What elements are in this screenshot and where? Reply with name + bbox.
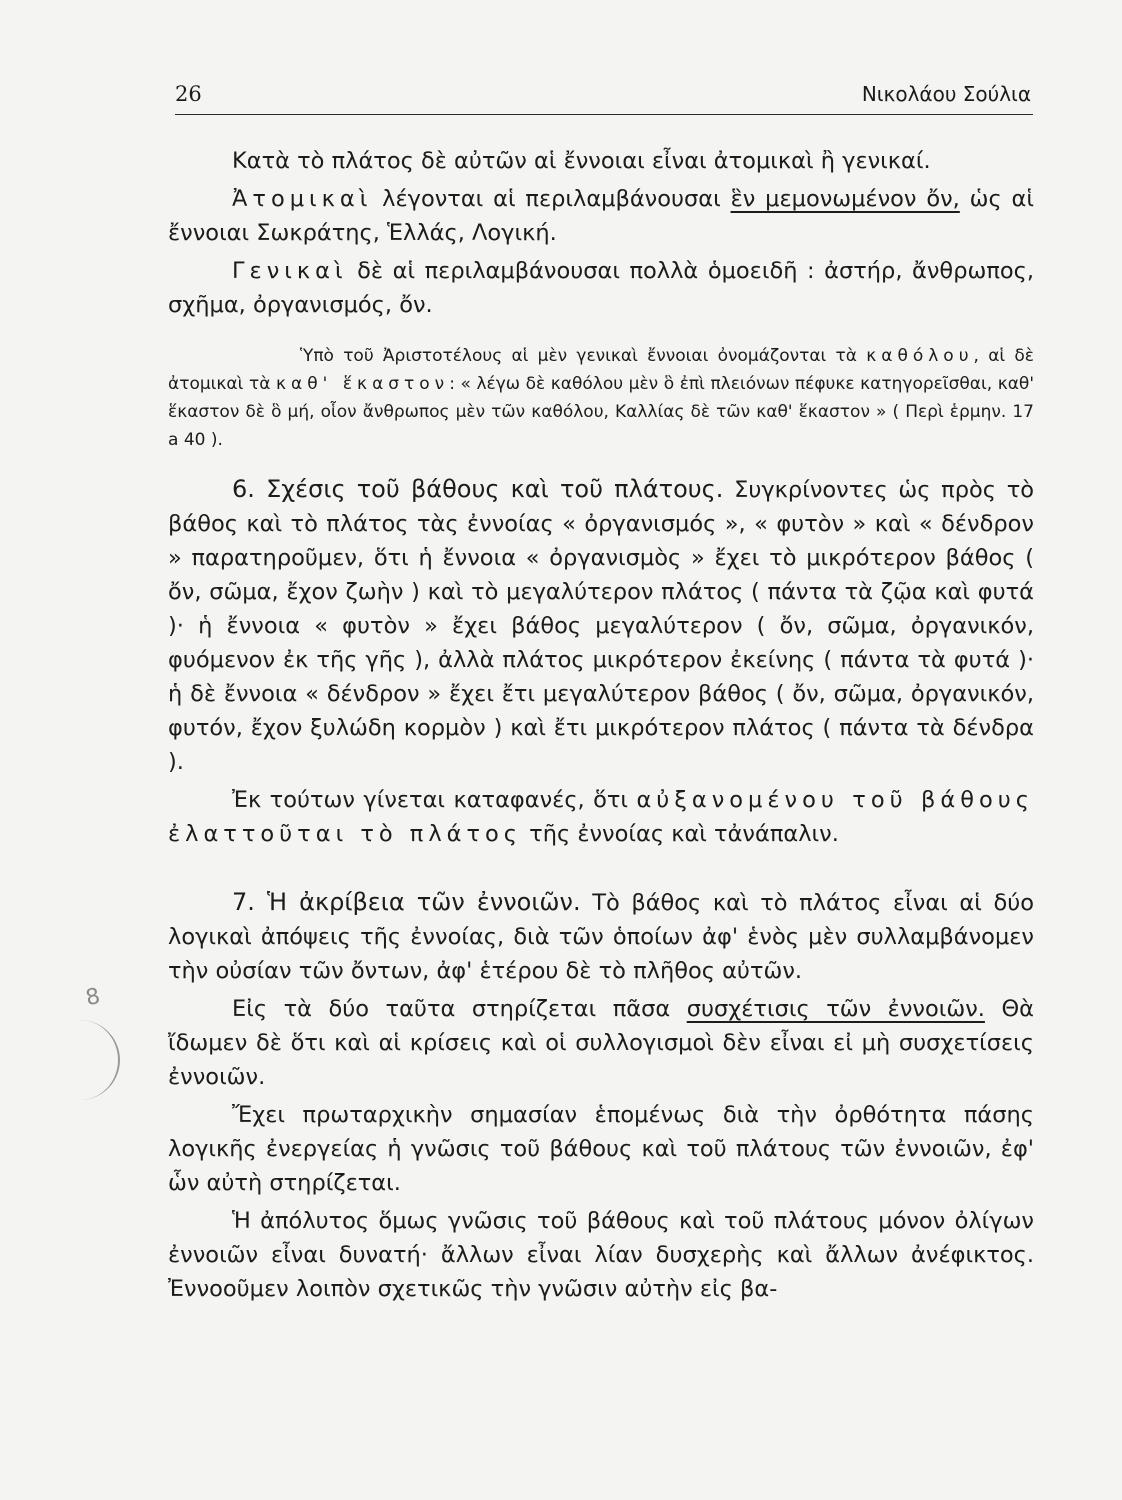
section-7-text: Τὸ βάθος καὶ τὸ πλάτος εἶναι αἱ δύο λογικαὶ ἀπόψεις τῆς ἐννοίας, διὰ τῶν ὁποίων ἀφ' ἑνὸς μὲν συλλαμβάνομεν τὴν οὐσίαν τῶν ὄντων, ἀφ' ἑτέρου δὲ τὸ πλῆθος αὐτῶν. — [168, 890, 1034, 984]
note-term-kath-ekaston: καθ' ἕκαστον — [275, 374, 450, 394]
section-7-paragraph-2 — [168, 992, 1034, 1094]
section-7-text: Θὰ ἴδωμεν δὲ ὅτι καὶ αἱ κρίσεις καὶ οἱ συλλογισμοὶ δὲν εἶναι εἰ μὴ συσχετίσεις ἐννοιῶν. — [168, 996, 1034, 1090]
page-body — [168, 144, 1034, 1306]
section-6-heading: 6. Σχέσις τοῦ βάθους καὶ τοῦ πλάτους. — [232, 475, 724, 503]
atomikai-examples: ὡς αἱ ἔννοιαι Σωκράτης, Ἑλλάς, Λογική. — [168, 186, 1034, 246]
term-atomikai: Ἀτομικαὶ — [232, 186, 373, 212]
note-text: , αἱ δὲ ἀτομικαὶ τὰ — [168, 346, 1034, 394]
genikai-text: δὲ αἱ περιλαμβάνουσαι πολλὰ ὁμοειδῆ : ἀστήρ, ἄνθρωπος, σχῆμα, ὀργανισμός, ὄν. — [168, 258, 1034, 318]
section-7-paragraph-3: Ἔχει πρωταρχικὴν σημασίαν ἑπομένως διὰ τὴν ὀρθότητα πάσης λογικῆς ἐνεργείας ἡ γνῶσις τοῦ βάθους καὶ τοῦ πλάτους τῶν ἐννοιῶν, ἐφ' ὧν αὐτὴ στηρίζεται. — [168, 1102, 1034, 1196]
underlined-phrase: συσχέτισις τῶν ἐννοιῶν. — [686, 996, 985, 1022]
section-6-paragraph — [168, 472, 1034, 779]
margin-handwritten-mark: 8 — [83, 983, 103, 1012]
conclusion-text: τῆς ἐννοίας καὶ τἀνάπαλιν. — [522, 821, 839, 847]
section-6-conclusion — [168, 783, 1034, 851]
running-title: Νικολάου Σούλια — [861, 82, 1031, 106]
section-6-text: Συγκρίνοντες ὡς πρὸς τὸ βάθος καὶ τὸ πλάτος τὰς ἐννοίας « ὀργανισμός », « φυτὸν » καὶ « δένδρον » παρατηροῦμεν, ὅτι ἡ ἔννοια « ὀργανισμὸς » ἔχει τὸ μικρότερον βάθος ( ὄν, σῶμα, ἔχον ζωὴν ) καὶ τὸ μεγαλύτερον πλάτος ( πάντα τὰ ζῷα καὶ φυτά )· ἡ ἔννοια « φυτὸν » ἔχει βάθος μεγαλύτερον ( ὄν, σῶμα, ὀργανικόν, φυόμενον ἐκ τῆς γῆς ), ἀλλὰ πλάτος μικρότερον ἐκείνης ( πάντα τὰ φυτά )· ἡ δὲ ἔννοια « δένδρον » ἔχει ἔτι μεγαλύτερον βάθος ( ὄν, σῶμα, ὀργανικόν, φυτόν, ἔχον ξυλώδη κορμὸν ) καὶ ἔτι μικρότερον πλάτος ( πάντα τὰ δένδρα ). — [168, 477, 1034, 775]
note-term-katholou: καθόλου — [866, 346, 974, 366]
section-7-paragraph-4: Ἡ ἀπόλυτος ὅμως γνῶσις τοῦ βάθους καὶ τοῦ πλάτους μόνον ὀλίγων ἐννοιῶν εἶναι δυνατή· ἄλλων εἶναι λίαν δυσχερὴς καὶ ἄλλων ἀνέφικτος. Ἐννοοῦμεν λοιπὸν σχετικῶς τὴν γνῶσιν αὐτὴν εἰς βα- — [168, 1208, 1034, 1302]
section-7-text: Εἰς τὰ δύο ταῦτα στηρίζεται πᾶσα — [232, 996, 687, 1022]
conclusion-text: Ἐκ τούτων γίνεται καταφανές, ὅτι — [232, 787, 637, 813]
page-number: 26 — [175, 82, 202, 106]
section-7-paragraph — [168, 885, 1034, 988]
underlined-phrase: ἓν μεμονωμένον ὄν, — [730, 186, 960, 212]
atomikai-paragraph — [168, 182, 1034, 250]
conclusion-emphasis: αὐξανομένου τοῦ βάθους ἐλαττοῦται τὸ πλάτος — [168, 787, 1034, 847]
note-text: Ὑπὸ τοῦ Ἀριστοτέλους αἱ μὲν γενικαὶ ἔννοιαι ὀνομάζονται τὰ — [300, 346, 867, 366]
section-7-heading: 7. Ἡ ἀκρίβεια τῶν ἐννοιῶν. — [232, 888, 581, 916]
note-quote: : « λέγω δὲ καθόλου μὲν ὃ ἐπὶ πλειόνων πέφυκε κατηγορεῖσθαι, καθ' ἕκαστον δὲ ὃ μή, οἷον ἄνθρωπος μὲν τῶν καθόλου, Καλλίας δὲ τῶν καθ' ἕκαστον » ( Περὶ ἑρμην. 17 a 40 ). — [168, 374, 1034, 450]
aristotle-footnote — [168, 342, 1034, 454]
intro-paragraph: Κατὰ τὸ πλάτος δὲ αὐτῶν αἱ ἔννοιαι εἶναι ἀτομικαὶ ἢ γενικαί. — [232, 148, 931, 174]
atomikai-text: λέγονται αἱ περιλαμβάνουσαι — [372, 186, 731, 212]
margin-pencil-arc — [78, 1020, 120, 1100]
term-genikai: Γενικαὶ — [232, 258, 348, 284]
page-header — [175, 78, 1033, 115]
genikai-paragraph — [168, 254, 1034, 322]
